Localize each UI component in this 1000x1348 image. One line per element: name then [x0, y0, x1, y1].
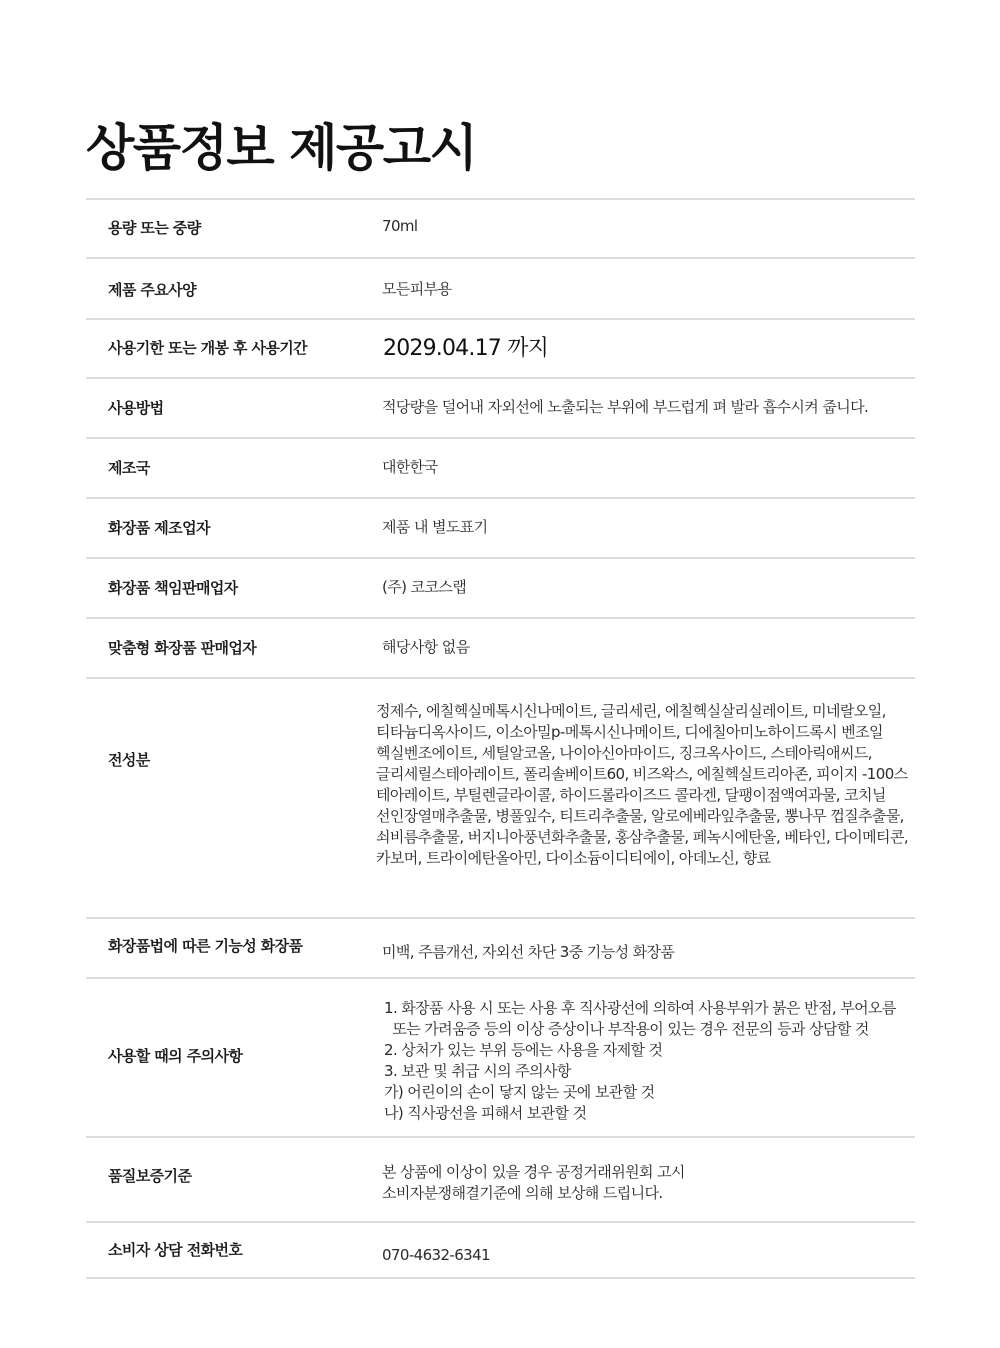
row-value-cautions: 1. 화장품 사용 시 또는 사용 후 직사광선에 의하여 사용부위가 붉은 반점, 부어오름 또는 가려움증 등의 이상 증상이나 부작용이 있는 경우 전문의 등과 상담할 것 2. 상처가 있는 부위 등에는 사용을 자제할 것 3. 보관 및 취급 시의 주의사항 가) 어린이의 손이 닿지 않는 곳에 보관할 것 나) 직사광선을 피해서 보관할 것 [384, 999, 896, 1122]
divider [86, 437, 915, 439]
row-value-functional: 미백, 주름개선, 자외선 차단 3중 기능성 화장품 [382, 943, 675, 961]
row-value-expiry: 2029.04.17 까지 [383, 336, 549, 361]
divider [86, 257, 915, 259]
divider [86, 1277, 915, 1279]
divider [86, 1221, 915, 1223]
row-label-manufacturer: 화장품 제조업자 [108, 519, 210, 537]
row-label-functional: 화장품법에 따른 기능성 화장품 [108, 937, 303, 955]
row-value-volume: 70ml [382, 217, 418, 235]
row-value-usage: 적당량을 덜어내 자외선에 노출되는 부위에 부드럽게 펴 발라 흡수시켜 줍니다. [382, 398, 869, 416]
row-label-seller: 화장품 책임판매업자 [108, 579, 238, 597]
row-value-seller: (주) 코코스랩 [382, 578, 467, 596]
divider [86, 617, 915, 619]
row-value-ingredients: 정제수, 에칠헥실메톡시신나메이트, 글리세린, 에칠헥실살리실레이트, 미네랄오일, 티타늄디옥사이드, 이소아밀p-메톡시신나메이트, 디에칠아미노하이드록시 벤조일 헥실벤조에이트, 세틸알코올, 나이아신아마이드, 징크옥사이드, 스테아릭애씨드, 글리세릴스테아레이트, 폴리솔베이트60, 비즈왁스, 에칠헥실트리아존, 피이지 -100스 테아레이트, 부틸렌글라이콜, 하이드롤라이즈드 콜라겐, 달팽이점액여과물, 코치닐 선인장열매추출물, 병풀잎수, 티트리추출물, 알로에베라잎추출물, 뽕나무 껍질추출물, 쇠비름추출물, 버지니아풍년화추출물, 홍삼추출물, 페녹시에탄올, 베타인, 다이메티콘, 카보머, 트라이에탄올아민, 다이소듐이디티에이, 아데노신, 향료 [376, 702, 909, 867]
row-label-expiry: 사용기한 또는 개봉 후 사용기간 [108, 339, 308, 357]
row-label-volume: 용량 또는 중량 [108, 219, 201, 237]
row-label-cautions: 사용할 때의 주의사항 [108, 1047, 243, 1065]
row-label-spec: 제품 주요사양 [108, 281, 196, 299]
divider [86, 1136, 915, 1138]
divider [86, 677, 915, 679]
row-label-phone: 소비자 상담 전화번호 [108, 1241, 243, 1259]
divider [86, 318, 915, 320]
divider [86, 198, 915, 200]
row-value-manufacturer: 제품 내 별도표기 [382, 518, 488, 536]
divider [86, 497, 915, 499]
row-value-origin: 대한한국 [382, 458, 438, 476]
row-value-spec: 모든피부용 [382, 280, 452, 298]
divider [86, 377, 915, 379]
row-label-usage: 사용방법 [108, 399, 164, 417]
divider [86, 977, 915, 979]
row-value-quality: 본 상품에 이상이 있을 경우 공정거래위원회 고시 소비자분쟁해결기준에 의해 보상해 드립니다. [382, 1163, 685, 1202]
divider [86, 917, 915, 919]
divider [86, 557, 915, 559]
row-label-custom-seller: 맞춤형 화장품 판매업자 [108, 639, 257, 657]
row-value-phone: 070-4632-6341 [382, 1246, 491, 1264]
row-label-ingredients: 전성분 [108, 751, 150, 769]
page-title: 상품정보 제공고시 [86, 119, 477, 177]
row-value-custom-seller: 해당사항 없음 [382, 638, 470, 656]
row-label-quality: 품질보증기준 [108, 1167, 192, 1185]
row-label-origin: 제조국 [108, 459, 150, 477]
